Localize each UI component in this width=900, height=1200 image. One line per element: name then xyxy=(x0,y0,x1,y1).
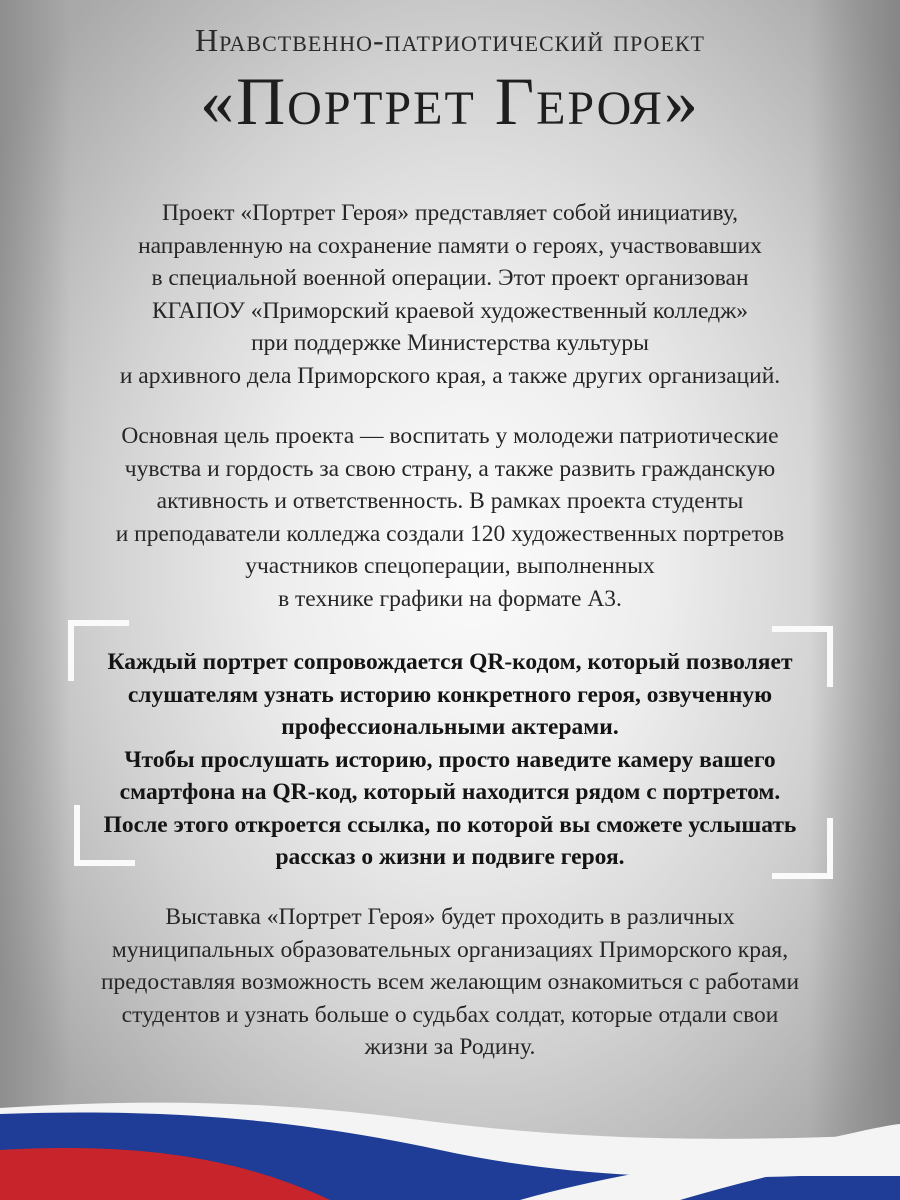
poster-title: «Портрет Героя» xyxy=(200,63,700,139)
text-line: и архивного дела Приморского края, а также других организаций. xyxy=(119,362,781,389)
text-line: участников спецоперации, выполненных xyxy=(245,553,655,579)
text-line: и преподаватели колледжа создали 120 художественных портретов xyxy=(115,520,785,547)
text-line: жизни за Родину. xyxy=(364,1034,536,1060)
flag-wave-decoration xyxy=(0,1080,900,1200)
text-line: Каждый портрет сопровождается QR-кодом, который позволяет xyxy=(107,649,793,675)
exhibition-paragraph xyxy=(80,901,820,1064)
text-line: в технике графики на формате А3. xyxy=(278,585,622,612)
text-line: Выставка «Портрет Героя» будет проходить в различных xyxy=(165,904,735,930)
right-shadow xyxy=(810,0,900,1200)
text-line: муниципальных образовательных организациях Приморского края, xyxy=(111,936,789,963)
text-line: рассказ о жизни и подвиге героя. xyxy=(275,844,625,870)
text-line: чувства и гордость за свою страну, а также развить гражданскую xyxy=(124,455,776,482)
text-line: профессиональными актерами. xyxy=(281,714,619,740)
qr-highlight-paragraph xyxy=(78,646,822,874)
text-line: После этого откроется ссылка, по которой вы сможете услышать xyxy=(103,811,797,838)
goal-paragraph xyxy=(80,420,820,615)
text-line: смартфона на QR-код, который находится рядом с портретом. xyxy=(119,779,781,805)
text-line: слушателям узнать историю конкретного героя, озвученную xyxy=(127,681,773,708)
left-shadow xyxy=(0,0,70,1200)
intro-paragraph xyxy=(80,197,820,392)
text-line: Проект «Портрет Героя» представляет собой инициативу, xyxy=(161,200,739,226)
text-line: направленную на сохранение памяти о героях, участвовавших xyxy=(138,232,762,259)
poster-subtitle: Нравственно-патриотический проект xyxy=(195,22,705,58)
text-line: Основная цель проекта — воспитать у молодежи патриотические xyxy=(121,423,779,449)
text-line: предоставляя возможность всем желающим ознакомиться с работами xyxy=(100,969,800,995)
text-line: в специальной военной операции. Этот проект организован xyxy=(151,265,749,291)
text-line: студентов и узнать больше о судьбах солдат, которые отдали свои xyxy=(121,1001,779,1028)
text-line: КГАПОУ «Приморский краевой художественный колледж» xyxy=(151,297,749,324)
text-line: при поддержке Министерства культуры xyxy=(251,330,649,356)
text-line: Чтобы прослушать историю, просто наведите камеру вашего xyxy=(124,746,776,773)
text-line: активность и ответственность. В рамках проекта студенты xyxy=(156,488,744,514)
